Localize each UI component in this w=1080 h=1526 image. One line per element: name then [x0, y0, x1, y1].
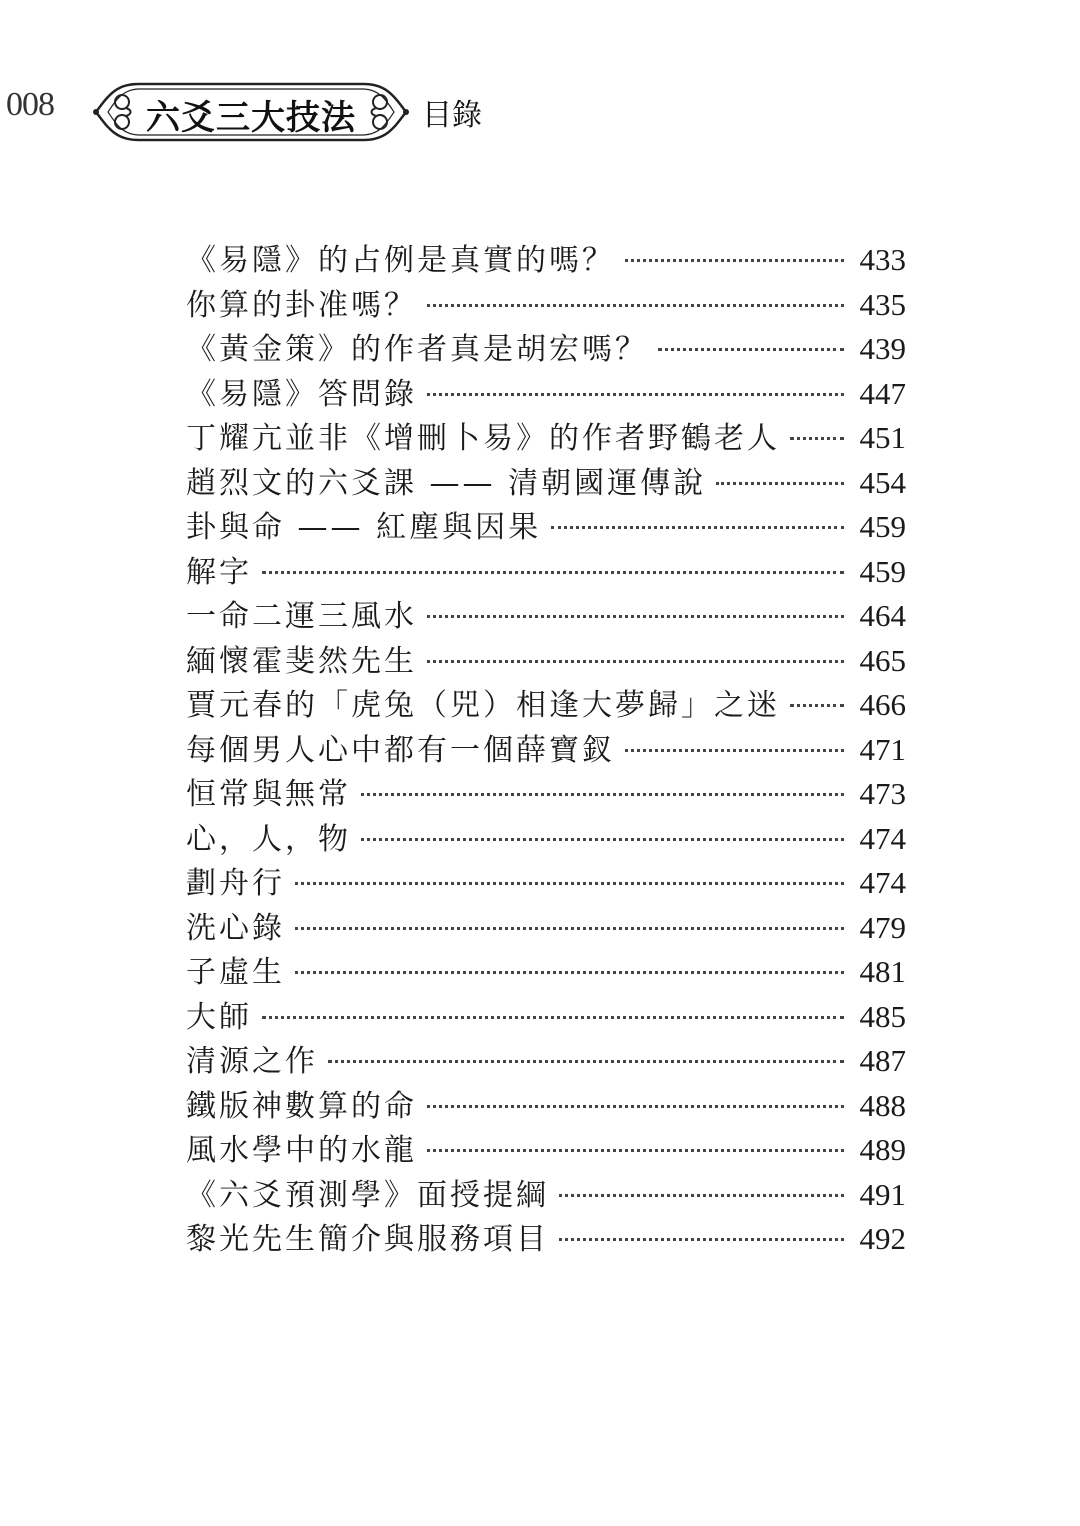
toc-entry[interactable] [186, 1170, 906, 1215]
toc-entry[interactable] [186, 680, 906, 725]
toc-entry[interactable] [186, 992, 906, 1037]
dot-leader [625, 259, 844, 262]
toc-entry-page: 492 [859, 1221, 906, 1256]
dot-leader [295, 927, 844, 930]
toc-entry[interactable] [186, 1036, 906, 1081]
dot-leader [790, 704, 844, 707]
toc-entry-page: 439 [859, 331, 906, 366]
dot-leader [559, 1238, 844, 1241]
toc-entry-page: 459 [859, 553, 906, 589]
toc-entry-title: 緬懷霍斐然先生 [186, 643, 417, 679]
dot-leader [427, 393, 844, 396]
toc-entry[interactable] [186, 636, 906, 681]
dot-leader [427, 660, 844, 663]
toc-entry-title: 一命二運三風水 [186, 599, 417, 634]
dot-leader [262, 1016, 844, 1019]
toc-entry[interactable] [186, 1081, 906, 1126]
toc-entry-page: 474 [859, 820, 906, 856]
toc-entry-title: 風水學中的水龍 [186, 1133, 417, 1168]
toc-entry-page: 459 [859, 509, 906, 544]
toc-entry-page: 433 [859, 242, 906, 277]
toc-entry-title: 賈元春的「虎兔（兕）相逢大夢歸」之迷 [186, 688, 780, 723]
toc-entry[interactable] [186, 903, 906, 948]
toc-entry-title: 《易隱》的占例是真實的嗎？ [186, 243, 615, 278]
dot-leader [427, 1149, 844, 1152]
table-of-contents [186, 235, 906, 1259]
toc-entry-title: 《六爻預測學》面授提綱 [186, 1177, 549, 1213]
toc-entry-page: 435 [859, 286, 906, 322]
toc-entry-title: 大師 [186, 999, 252, 1035]
toc-entry[interactable] [186, 280, 906, 325]
toc-entry[interactable] [186, 1214, 906, 1259]
toc-entry[interactable] [186, 1125, 906, 1170]
toc-entry-page: 491 [859, 1176, 906, 1212]
toc-entry[interactable] [186, 547, 906, 592]
title-banner [86, 72, 416, 152]
toc-entry[interactable] [186, 725, 906, 770]
page-number: 008 [6, 86, 54, 123]
toc-entry[interactable] [186, 591, 906, 636]
toc-entry-title: 洗心錄 [186, 910, 285, 946]
toc-entry-page: 464 [859, 598, 906, 633]
dot-leader [427, 1105, 844, 1108]
toc-entry[interactable] [186, 369, 906, 414]
toc-entry-title: 心，人，物 [186, 821, 351, 857]
toc-entry-page: 471 [859, 731, 906, 767]
toc-entry[interactable] [186, 814, 906, 859]
toc-entry-title: 《黃金策》的作者真是胡宏嗎？ [186, 332, 648, 367]
toc-entry-title: 清源之作 [186, 1044, 318, 1079]
page-header [0, 72, 1080, 152]
toc-entry[interactable] [186, 413, 906, 458]
dot-leader [427, 304, 844, 307]
dot-leader [625, 749, 844, 752]
toc-entry-page: 485 [859, 998, 906, 1034]
toc-entry-page: 451 [859, 420, 906, 455]
toc-entry-page: 473 [859, 776, 906, 811]
toc-entry-page: 479 [859, 909, 906, 945]
toc-entry-title: 趙烈文的六爻課 —— 清朝國運傳說 [186, 465, 707, 501]
dot-leader [328, 1060, 844, 1063]
book-title: 六爻三大技法 [146, 98, 356, 138]
toc-entry-page: 487 [859, 1043, 906, 1078]
toc-entry-title: 你算的卦准嗎？ [186, 287, 417, 323]
dot-leader [559, 1194, 844, 1197]
toc-entry-page: 454 [859, 464, 906, 500]
toc-entry[interactable] [186, 858, 906, 903]
toc-entry-page: 447 [859, 375, 906, 411]
toc-entry-title: 恒常與無常 [186, 777, 351, 812]
dot-leader [295, 882, 844, 885]
toc-entry[interactable] [186, 769, 906, 814]
toc-entry-page: 488 [859, 1087, 906, 1123]
dot-leader [790, 437, 844, 440]
toc-entry[interactable] [186, 458, 906, 503]
toc-entry-title: 劃舟行 [186, 866, 285, 901]
section-label: 目錄 [422, 98, 482, 133]
toc-entry-title: 卦與命 —— 紅塵與因果 [186, 510, 542, 545]
toc-entry-title: 《易隱》答問錄 [186, 376, 417, 412]
dot-leader [716, 482, 844, 485]
dot-leader [262, 571, 844, 574]
dot-leader [361, 838, 844, 841]
toc-entry-title: 黎光先生簡介與服務項目 [186, 1222, 549, 1257]
toc-entry-title: 鐵版神數算的命 [186, 1088, 417, 1124]
dot-leader [551, 526, 844, 529]
toc-entry-page: 466 [859, 687, 906, 722]
toc-entry-title: 解字 [186, 554, 252, 590]
toc-entry[interactable] [186, 947, 906, 992]
toc-entry-page: 481 [859, 954, 906, 989]
dot-leader [361, 793, 844, 796]
dot-leader [295, 971, 844, 974]
toc-entry-title: 每個男人心中都有一個薛寶釵 [186, 732, 615, 768]
toc-entry[interactable] [186, 235, 906, 280]
toc-entry-title: 丁耀亢並非《增刪卜易》的作者野鶴老人 [186, 421, 780, 456]
dot-leader [427, 615, 844, 618]
toc-entry-page: 474 [859, 865, 906, 900]
dot-leader [658, 348, 844, 351]
toc-entry-page: 465 [859, 642, 906, 678]
toc-entry[interactable] [186, 502, 906, 547]
toc-entry-page: 489 [859, 1132, 906, 1167]
toc-entry-title: 子虛生 [186, 955, 285, 990]
toc-entry[interactable] [186, 324, 906, 369]
